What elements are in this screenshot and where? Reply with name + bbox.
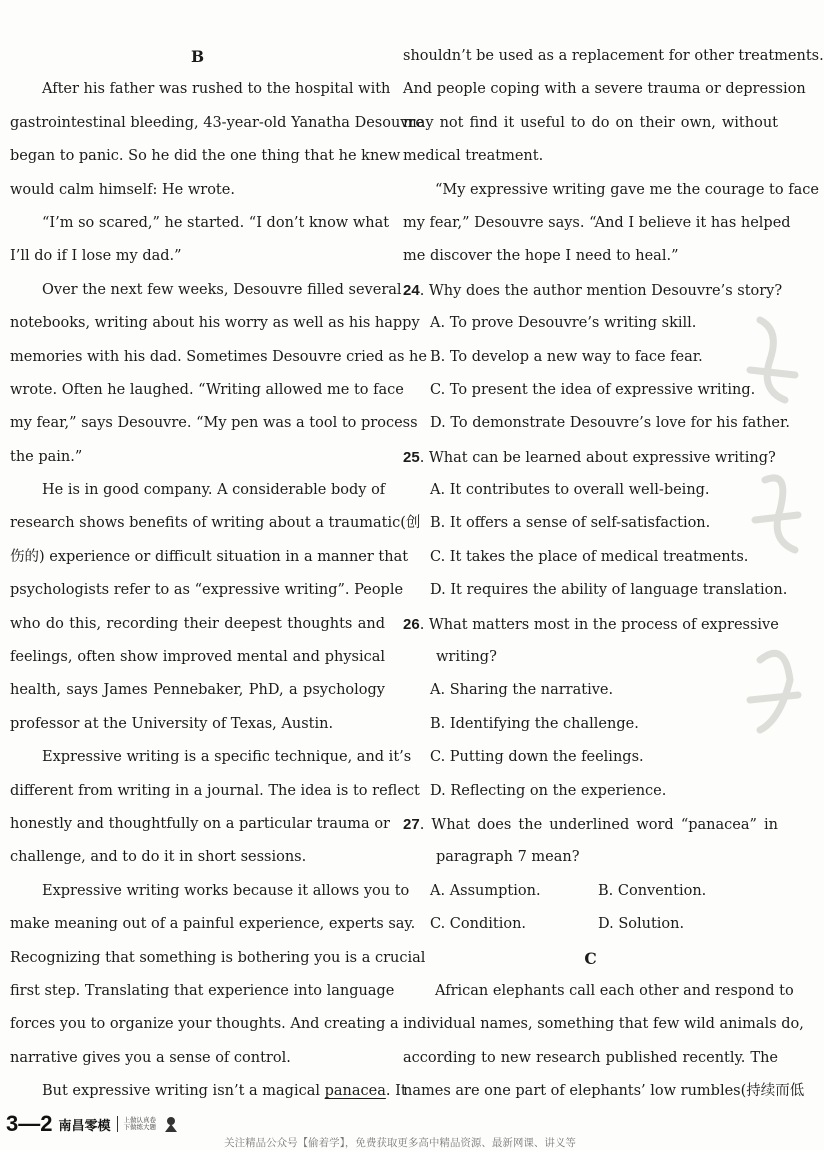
paragraph-line: began to panic. So he did the one thing that he knew (10, 148, 401, 165)
option-26-b[interactable]: B. Identifying the challenge. (430, 715, 639, 732)
question-stem-continued: paragraph 7 mean? (436, 849, 580, 866)
line-text: . It (385, 1083, 407, 1100)
paragraph-line: Recognizing that something is bothering you is a crucial (10, 949, 426, 966)
question-stem: . What does the underlined word “panacea” in (419, 816, 778, 833)
paragraph-line: first step. Translating that experience into language (10, 982, 395, 999)
paragraph-line: And people coping with a severe trauma or depression (403, 81, 806, 98)
paragraph-line: 伤的) experience or difficult situation in a manner that (10, 548, 409, 565)
option-25-a[interactable]: A. It contributes to overall well-being. (430, 482, 710, 499)
option-24-c[interactable]: C. To present the idea of expressive writing. (430, 381, 756, 398)
option-27-c[interactable]: C. Condition. (430, 916, 527, 933)
footer-branding (6, 1110, 180, 1138)
option-27-a[interactable]: A. Assumption. (430, 882, 541, 899)
line-text: But expressive writing isn’t a magical (42, 1083, 325, 1100)
paragraph-line: notebooks, writing about his worry as well as his happy (10, 315, 420, 332)
option-25-c[interactable]: C. It takes the place of medical treatments. (430, 548, 749, 565)
paragraph-line: feelings, often show improved mental and physical (10, 649, 385, 666)
divider (117, 1116, 118, 1132)
paragraph-line: African elephants call each other and respond to (435, 982, 794, 999)
paragraph-line: different from writing in a journal. The idea is to reflect (10, 782, 420, 799)
question-stem-continued: writing? (436, 649, 497, 666)
paragraph-line: health, says James Pennebaker, PhD, a psychology (10, 682, 385, 699)
option-24-a[interactable]: A. To prove Desouvre’s writing skill. (430, 315, 697, 332)
option-24-d[interactable]: D. To demonstrate Desouvre’s love for his father. (430, 415, 790, 432)
option-24-b[interactable]: B. To develop a new way to face fear. (430, 348, 703, 365)
paragraph-line (10, 1075, 407, 1108)
option-26-a[interactable]: A. Sharing the narrative. (430, 682, 614, 699)
question-25 (403, 441, 778, 474)
option-27-d[interactable]: D. Solution. (598, 916, 685, 933)
paragraph-line: He is in good company. A considerable body of (42, 482, 386, 499)
paragraph-line: my fear,” Desouvre says. “And I believe it has helped (403, 214, 791, 231)
paragraph-line: Expressive writing is a specific technique, and it’s (42, 749, 412, 766)
question-26 (403, 608, 778, 641)
paragraph-line: according to new research published recently. The (403, 1049, 778, 1066)
paragraph-line: Over the next few weeks, Desouvre filled several (42, 281, 402, 298)
question-number: 26 (403, 615, 420, 633)
paragraph-line: shouldn’t be used as a replacement for other treatments. (403, 48, 824, 64)
option-27-b[interactable]: B. Convention. (598, 882, 707, 899)
paragraph-line: honestly and thoughtfully on a particular trauma or (10, 815, 390, 832)
paragraph-line: professor at the University of Texas, Austin. (10, 715, 334, 732)
paragraph-line: After his father was rushed to the hospital with (42, 81, 391, 98)
paragraph-line: challenge, and to do it in short sessions. (10, 849, 307, 866)
right-column (403, 40, 824, 1109)
question-stem: . What can be learned about expressive writing? (419, 449, 776, 466)
brand-name: 南昌零模 (58, 1117, 111, 1133)
option-row (403, 875, 778, 908)
paragraph-line: make meaning out of a painful experience, experts say. (10, 916, 416, 933)
paragraph-line: gastrointestinal bleeding, 43-year-old Yanatha Desouvre (10, 114, 424, 131)
underlined-word-panacea: panacea (324, 1083, 386, 1100)
question-24 (403, 274, 783, 307)
paragraph-line: “I’m so scared,” he started. “I don’t know what (42, 214, 390, 231)
question-number: 24 (403, 281, 420, 299)
paragraph-line: memories with his dad. Sometimes Desouvre cried as he (10, 348, 427, 365)
question-number: 25 (403, 448, 420, 466)
paragraph-line: me discover the hope I need to heal.” (403, 248, 679, 265)
paragraph-line: my fear,” says Desouvre. “My pen was a tool to process (10, 415, 418, 432)
paragraph-line: who do this, recording their deepest thoughts and (10, 615, 385, 632)
paragraph-line: the pain.” (10, 448, 83, 465)
option-row (403, 908, 778, 941)
paragraph-line: narrative gives you a sense of control. (10, 1049, 291, 1066)
paragraph-line: I’ll do if I lose my dad.” (10, 248, 182, 265)
option-26-c[interactable]: C. Putting down the feelings. (430, 749, 644, 766)
paragraph-line: Expressive writing works because it allows you to (42, 882, 410, 899)
paragraph-line: psychologists refer to as “expressive writing”. People (10, 582, 404, 599)
section-heading-b: B (190, 47, 205, 66)
logo-icon (162, 1115, 180, 1133)
paragraph-line: “My expressive writing gave me the courage to face (435, 181, 819, 198)
option-26-d[interactable]: D. Reflecting on the experience. (430, 782, 667, 799)
paragraph-line: research shows benefits of writing about a traumatic(创 (10, 515, 421, 532)
tagline-top: 上做认真卷 (123, 1117, 156, 1124)
paragraph-line: would calm himself: He wrote. (10, 181, 235, 198)
tagline (124, 1117, 157, 1131)
paragraph-line: forces you to organize your thoughts. And creating a (10, 1016, 399, 1033)
calligraphy-watermark (740, 300, 800, 800)
paragraph-line: individual names, something that few wild animals do, (403, 1016, 804, 1033)
paragraph-line: wrote. Often he laughed. “Writing allowed me to face (10, 381, 404, 398)
option-25-d[interactable]: D. It requires the ability of language translation. (430, 582, 788, 599)
question-stem: . What matters most in the process of expressive (419, 616, 779, 633)
paragraph-line: names are one part of elephants’ low rumbles(持续而低 (403, 1083, 805, 1100)
page-number: 3—2 (6, 1111, 53, 1136)
tagline-bottom: 下做练大题 (123, 1124, 156, 1131)
paragraph-line: medical treatment. (403, 148, 544, 165)
option-25-b[interactable]: B. It offers a sense of self-satisfaction. (430, 515, 711, 532)
paragraph-line: may not find it useful to do on their own, without (403, 114, 778, 131)
question-27 (403, 808, 778, 841)
section-heading-c: C (584, 948, 597, 968)
footer-note: 关注精品公众号【偷着学】，免费获取更多高中精品资源、最新网课、讲义等 (224, 1137, 576, 1149)
question-stem: . Why does the author mention Desouvre’s story? (419, 282, 783, 299)
question-number: 27 (403, 815, 420, 833)
